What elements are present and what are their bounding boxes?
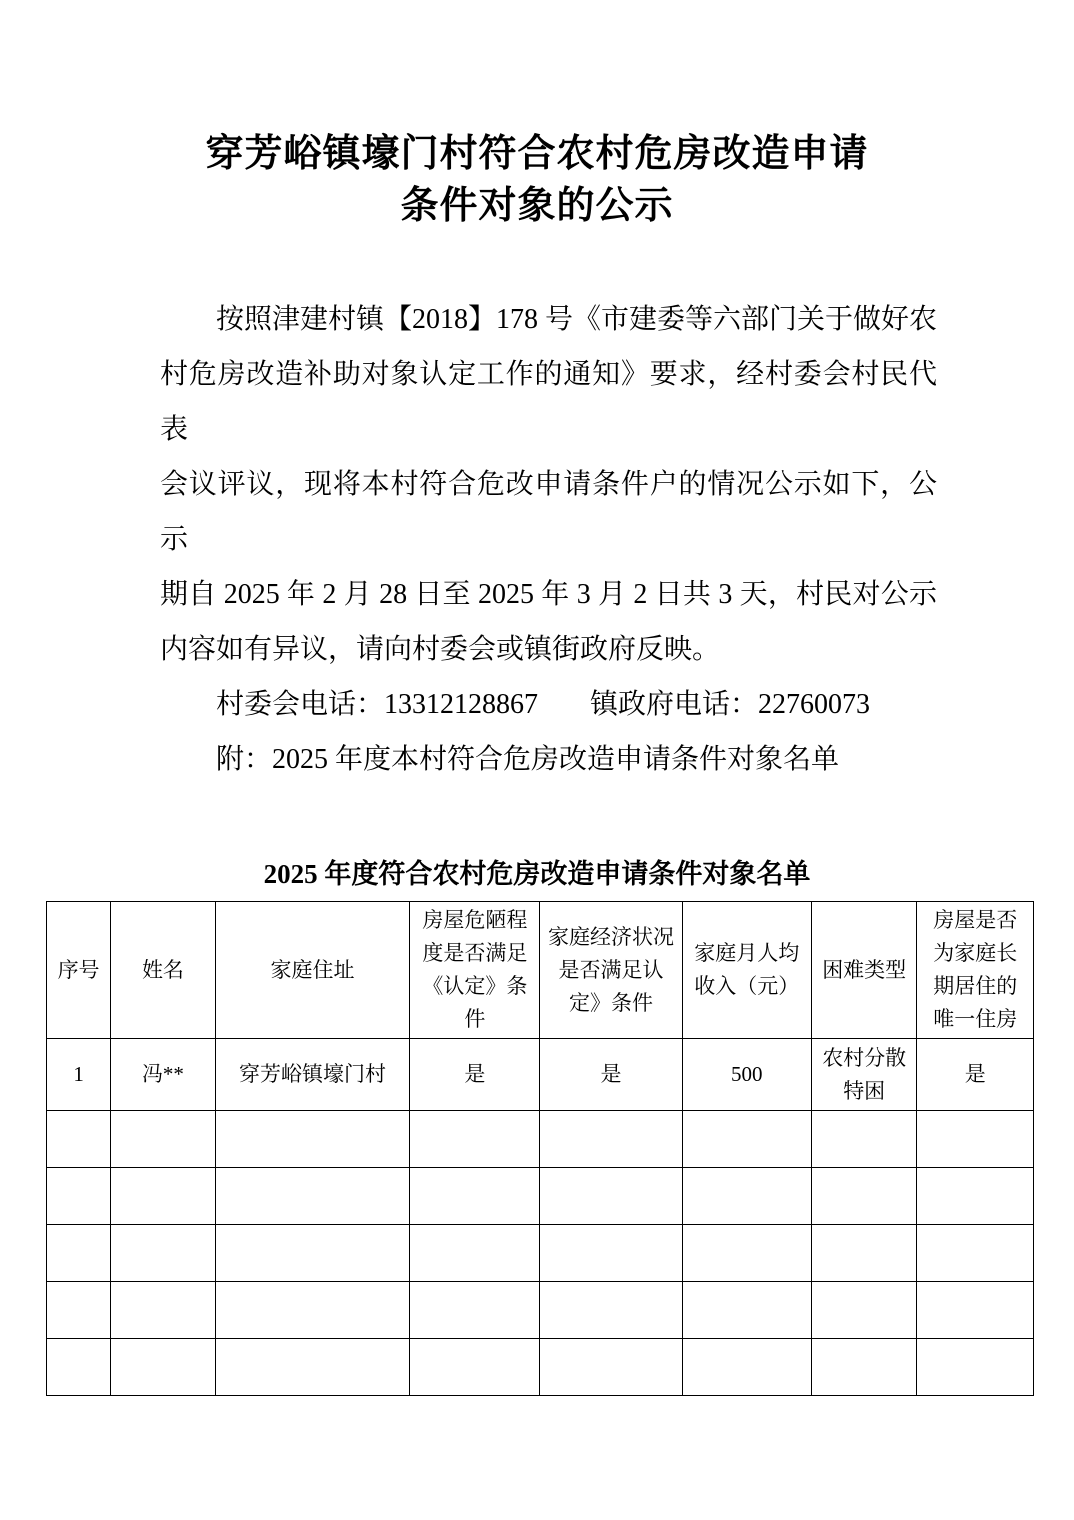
- document-title: [0, 128, 1074, 232]
- notice-body: [160, 292, 937, 787]
- header-family-economic-criteria: 家庭经济状况是否满足认定》条件: [540, 902, 682, 1039]
- document-title-line2: 条件对象的公示: [400, 185, 674, 227]
- header-serial-number: 序号: [47, 902, 111, 1039]
- table-empty-row: [47, 1111, 1034, 1168]
- committee-phone-number: 13312128867: [384, 689, 539, 720]
- cell-house-dilapidation-criteria: 是: [410, 1039, 540, 1111]
- document-title-line1: 穿芳峪镇壕门村符合农村危房改造申请: [205, 133, 869, 175]
- table-row: [47, 1039, 1034, 1111]
- notice-paragraph-line: 内容如有异议，请向村委会或镇街政府反映。: [160, 634, 721, 665]
- roster-table-title: 2025 年度符合农村危房改造申请条件对象名单: [263, 859, 811, 889]
- notice-paragraph-line: 会议评议，现将本村符合危改申请条件户的情况公示如下，公示: [160, 469, 937, 555]
- committee-phone-label: 村委会电话：: [216, 689, 385, 720]
- header-hardship-type: 困难类型: [811, 902, 917, 1039]
- notice-paragraph-line: 按照津建村镇【2018】178 号《市建委等六部门关于做好农: [216, 304, 938, 335]
- cell-serial-number: 1: [47, 1039, 111, 1111]
- header-only-long-term-residence: 房屋是否为家庭长期居住的唯一住房: [917, 902, 1034, 1039]
- cell-name: 冯**: [111, 1039, 216, 1111]
- table-empty-row: [47, 1339, 1034, 1396]
- cell-hardship-type: 农村分散特困: [811, 1039, 917, 1111]
- cell-home-address: 穿芳峪镇壕门村: [215, 1039, 409, 1111]
- header-house-dilapidation-criteria: 房屋危陋程度是否满足《认定》条件: [410, 902, 540, 1039]
- table-empty-row: [47, 1225, 1034, 1282]
- table-empty-row: [47, 1282, 1034, 1339]
- cell-family-economic-criteria: 是: [540, 1039, 682, 1111]
- roster-table: [46, 901, 1034, 1396]
- attachment-reference-line: 附：2025 年度本村符合危房改造申请条件对象名单: [216, 744, 840, 775]
- header-monthly-income-per-capita: 家庭月人均收入（元）: [682, 902, 811, 1039]
- cell-only-long-term-residence: 是: [917, 1039, 1034, 1111]
- notice-paragraph-line: 村危房改造补助对象认定工作的通知》要求，经村委会村民代表: [160, 359, 937, 445]
- header-home-address: 家庭住址: [215, 902, 409, 1039]
- header-name: 姓名: [111, 902, 216, 1039]
- cell-monthly-income-per-capita: 500: [682, 1039, 811, 1111]
- notice-paragraph-line: 期自 2025 年 2 月 28 日至 2025 年 3 月 2 日共 3 天，村民对公示: [160, 579, 937, 610]
- table-empty-row: [47, 1168, 1034, 1225]
- phone-numbers-line: [160, 677, 937, 732]
- government-phone-number: 22760073: [758, 689, 871, 720]
- government-phone-label: 镇政府电话：: [590, 689, 759, 720]
- table-header-row: [47, 902, 1034, 1039]
